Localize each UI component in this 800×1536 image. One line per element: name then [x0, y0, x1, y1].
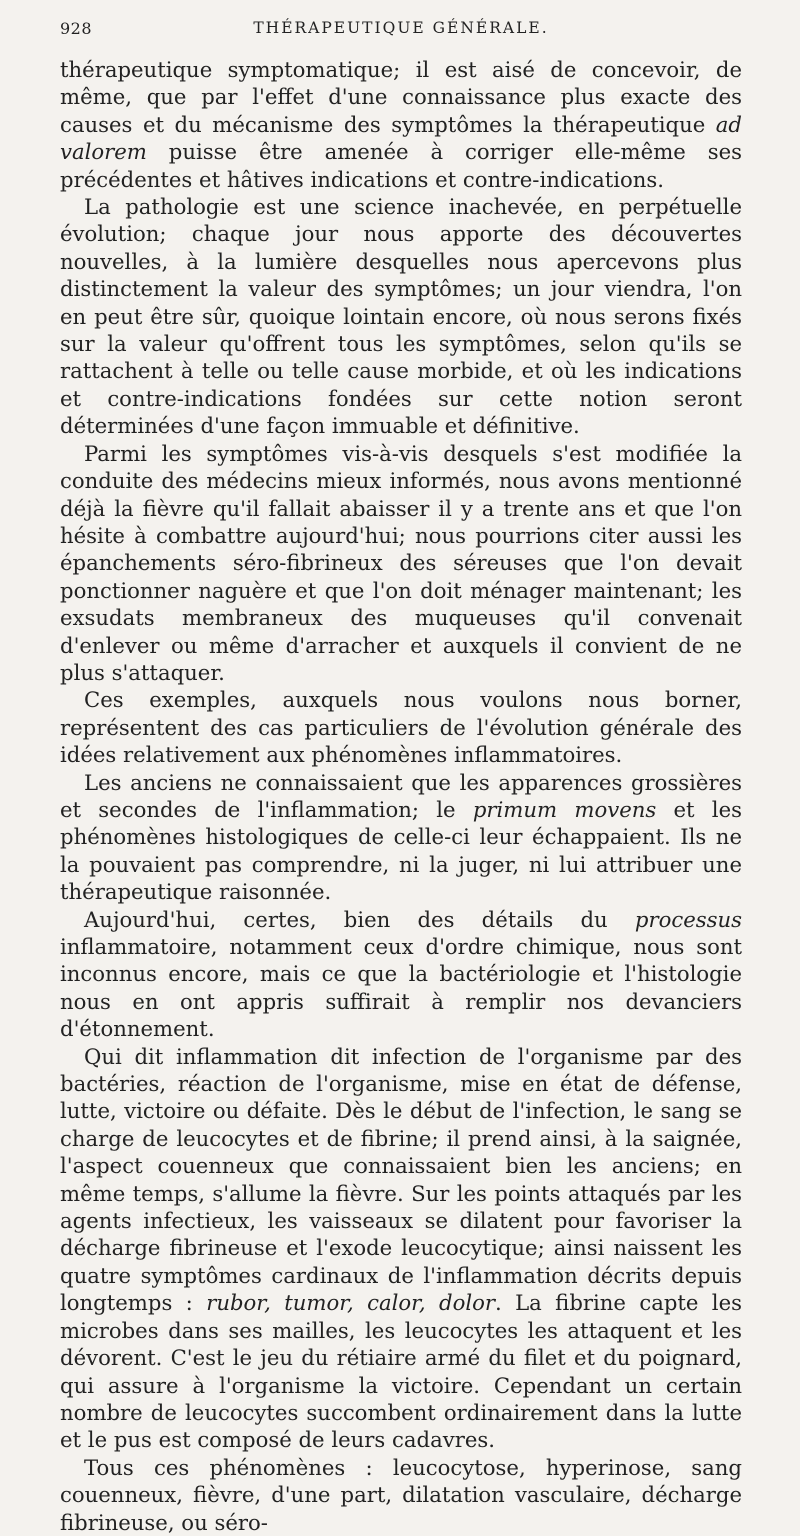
italic-term: primum movens — [472, 796, 657, 822]
text-run: inflammatoire, notamment ceux d'ordre chimique, nous sont inconnus encore, mais ce que la bactériologie et l'histologie nous en ont appris suffirait à remplir nos devanciers d'étonnement. — [60, 934, 742, 1042]
text-run: La pathologie est une science inachevée, en perpétuelle évolution; chaque jour nous apporte des découvertes nouvelles, à la lumière desquelles nous apercevons plus distinctement la valeur des symptômes; un jour viendra, l'on en peut être sûr, quoique lointain encore, où nous serons fixés sur la valeur qu'offrent tous les symptômes, selon qu'ils se rattachent à telle ou telle cause morbide, et où les indications et contre-indications fondées sur cette notion seront déterminées d'une façon immuable et définitive. — [60, 194, 742, 439]
italic-term: rubor, tumor, calor, dolor — [206, 1290, 496, 1316]
text-run: . La fibrine capte les microbes dans ses mailles, les leucocytes les attaquent et les dévorent. C'est le jeu du rétiaire armé du filet et du poignard, qui assure à l'organisme la victoire. Cependant un certain nombre de leucocytes succombent ordinairement dans la lutte et le pus est composé de leurs cadavres. — [60, 1290, 742, 1453]
paragraph — [60, 686, 742, 768]
body-text — [60, 56, 742, 1536]
italic-term: processus — [634, 906, 742, 932]
paragraph — [60, 1454, 742, 1536]
paragraph — [60, 56, 742, 193]
page-number: 928 — [60, 19, 93, 38]
text-run: Tous ces phénomènes : leucocytose, hyperinose, sang couenneux, fièvre, d'une part, dilatation vasculaire, décharge fibrineuse, ou séro- — [60, 1454, 742, 1535]
text-run: Les anciens ne connaissaient que les apparences grossières et secondes de l'inflammation; le — [60, 769, 742, 822]
paragraph — [60, 769, 742, 906]
italic-term: ad valorem — [60, 111, 742, 165]
text-run: Parmi les symptômes vis-à-vis desquels s'est modifiée la conduite des médecins mieux informés, nous avons mentionné déjà la fièvre qu'il fallait abaisser il y a trente ans et que l'on hésite à combattre aujourd'hui; nous pourrions citer aussi les épanchements séro-fibrineux des séreuses que l'on devait ponctionner naguère et que l'on doit ménager maintenant; les exsudats membraneux des muqueuses qu'il convenait d'enlever ou même d'arracher et auxquels il convient de ne plus s'attaquer. — [60, 440, 742, 685]
paragraph — [60, 440, 742, 687]
text-run: Aujourd'hui, certes, bien des détails du — [84, 906, 635, 932]
text-run: thérapeutique symptomatique; il est aisé de concevoir, de même, que par l'effet d'une connaissance plus exacte des causes et du mécanisme des symptômes la thérapeutique — [60, 57, 742, 137]
paragraph — [60, 1043, 742, 1454]
paragraph — [60, 193, 742, 440]
paragraph — [60, 906, 742, 1043]
text-run: et les phénomènes histologiques de celle-ci leur échappaient. Ils ne la pouvaient pas comprendre, ni la juger, ni lui attribuer une thérapeutique raisonnée. — [60, 796, 742, 905]
running-header — [60, 0, 742, 56]
text-run: Qui dit inflammation dit infection de l'organisme par des bactéries, réaction de l'organisme, mise en état de défense, lutte, victoire ou défaite. Dès le début de l'infection, le sang se charge de leucocytes et de fibrine; il prend ainsi, à la saignée, l'aspect couenneux que connaissaient bien les anciens; en même temps, s'allume la fièvre. Sur les points attaqués par les agents infectieux, les vaisseaux se dilatent pour favoriser la décharge fibrineuse et l'exode leucocytique; ainsi naissent les quatre symptômes cardinaux de l'inflammation décrits depuis longtemps : — [60, 1043, 742, 1316]
running-title: THÉRAPEUTIQUE GÉNÉRALE. — [253, 19, 549, 37]
text-run: puisse être amenée à corriger elle-même ses précédentes et hâtives indications et contre-indications. — [60, 139, 742, 192]
text-run: Ces exemples, auxquels nous voulons nous borner, représentent des cas particuliers de l'évolution générale des idées relativement aux phénomènes inflammatoires. — [60, 687, 742, 768]
